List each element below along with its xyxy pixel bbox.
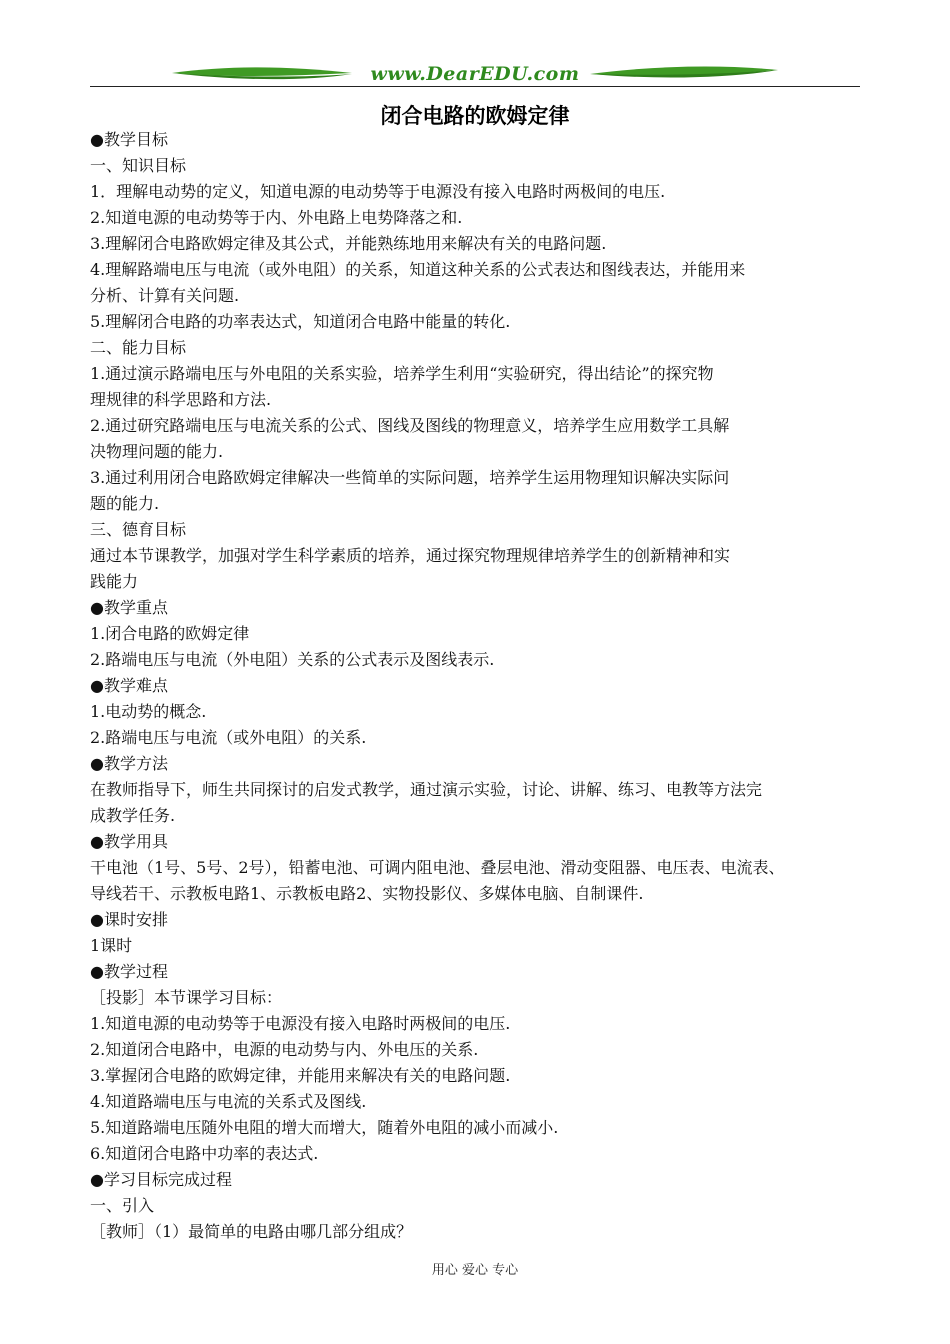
text-line: 5.理解闭合电路的功率表达式，知道闭合电路中能量的转化. [90, 312, 511, 331]
text-line: 1.通过演示路端电压与外电阻的关系实验，培养学生利用“实验研究，得出结论”的探究物 [90, 364, 714, 383]
text-line: 践能力 [90, 572, 139, 591]
text-line: 1课时 [90, 936, 133, 955]
text-line: 2.知道电源的电动势等于内、外电路上电势降落之和. [90, 208, 463, 227]
text-line: 二、能力目标 [90, 338, 187, 357]
text-line: 2.通过研究路端电压与电流关系的公式、图线及图线的物理意义，培养学生应用数学工具解 [90, 416, 730, 435]
text-line: 决物理问题的能力. [90, 442, 224, 461]
document-body [90, 127, 865, 1245]
text-line: 4.知道路端电压与电流的关系式及图线. [90, 1092, 367, 1111]
text-line: ●教学过程 [90, 962, 168, 981]
text-line: ［投影］本节课学习目标： [90, 988, 283, 1007]
header-divider [90, 86, 860, 87]
text-line: ●教学重点 [90, 598, 168, 617]
text-line: 理规律的科学思路和方法. [90, 390, 272, 409]
text-line: 2.知道闭合电路中，电源的电动势与内、外电压的关系. [90, 1040, 479, 1059]
text-line: ●教学方法 [90, 754, 168, 773]
text-line: 成教学任务. [90, 806, 176, 825]
page-footer: 用心 爱心 专心 [431, 1263, 519, 1278]
text-line: ［教师］（1）最简单的电路由哪几部分组成？ [90, 1222, 413, 1241]
text-line: 导线若干、示教板电路1、示教板电路2、实物投影仪、多媒体电脑、自制课件. [90, 884, 644, 903]
text-line: 通过本节课教学，加强对学生科学素质的培养，通过探究物理规律培养学生的创新精神和实 [90, 546, 731, 565]
text-line: ●教学难点 [90, 676, 168, 695]
text-line: 在教师指导下，师生共同探讨的启发式教学，通过演示实验，讨论、讲解、练习、电教等方法完 [90, 780, 763, 799]
text-line: 3.掌握闭合电路的欧姆定律，并能用来解决有关的电路问题. [90, 1066, 511, 1085]
text-line: 1．理解电动势的定义，知道电源的电动势等于电源没有接入电路时两极间的电压. [90, 182, 666, 201]
text-line: 5.知道路端电压随外电阻的增大而增大，随着外电阻的减小而减小. [90, 1118, 559, 1137]
text-line: 4.理解路端电压与电流（或外电阻）的关系，知道这种关系的公式表达和图线表达，并能用来 [90, 260, 746, 279]
text-line: 1.知道电源的电动势等于电源没有接入电路时两极间的电压. [90, 1014, 511, 1033]
text-line: 一、引入 [90, 1196, 155, 1215]
text-line: ●教学用具 [90, 832, 168, 851]
text-line: 分析、计算有关问题. [90, 286, 240, 305]
text-line: 1.电动势的概念. [90, 702, 207, 721]
text-line: 3.通过利用闭合电路欧姆定律解决一些简单的实际问题，培养学生运用物理知识解决实际问 [90, 468, 730, 487]
page-title: 闭合电路的欧姆定律 [380, 104, 570, 128]
text-line: ●学习目标完成过程 [90, 1170, 232, 1189]
text-line: 2.路端电压与电流（或外电阻）的关系. [90, 728, 367, 747]
text-line: 3.理解闭合电路欧姆定律及其公式，并能熟练地用来解决有关的电路问题. [90, 234, 607, 253]
text-line: ●教学目标 [90, 130, 168, 149]
text-line: 6.知道闭合电路中功率的表达式. [90, 1144, 319, 1163]
text-line: 题的能力. [90, 494, 160, 513]
text-line: 2.路端电压与电流（外电阻）关系的公式表示及图线表示. [90, 650, 495, 669]
text-line: 1.闭合电路的欧姆定律 [90, 624, 250, 643]
text-line: ●课时安排 [90, 910, 168, 929]
text-line: 干电池（1号、5号、2号），铅蓄电池、可调内阻电池、叠层电池、滑动变阻器、电压表、电流表、 [90, 858, 785, 877]
logo-text: www.DearEDU.com [370, 63, 580, 85]
text-line: 三、德育目标 [90, 520, 187, 539]
text-line: 一、知识目标 [90, 156, 187, 175]
